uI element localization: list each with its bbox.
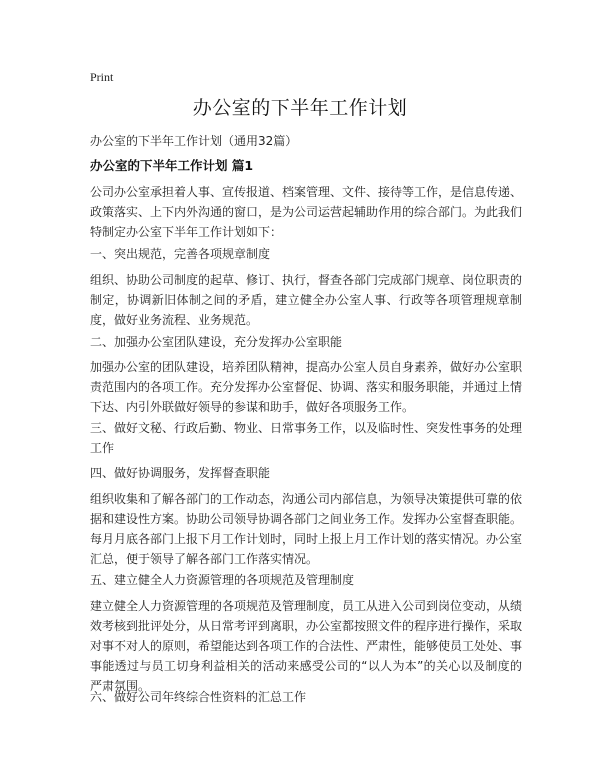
- page-title: 办公室的下半年工作计划: [192, 97, 408, 119]
- item-heading-1: 一、突出规范，完善各项规章制度: [90, 247, 271, 261]
- item-body-1: 组织、协助公司制度的起草、修订、执行，督查各部门完成部门规章、岗位职责的制定，协调新旧体制之间的矛盾，建立健全办公室人事、行政等各项管理规章制度，做好业务流程、业务规范。: [90, 273, 523, 327]
- item-heading-5: 五、建立健全人力资源管理的各项规范及管理制度: [90, 573, 355, 587]
- document-subtitle: 办公室的下半年工作计划（通用32篇）: [90, 134, 298, 148]
- item-body-2: 加强办公室的团队建设，培养团队精神，提高办公室人员自身素养，做好办公室职责范围内的各项工作。充分发挥办公室督促、协调、落实和服务职能，并通过上情下达、内引外联做好领导的参谋和助手，做好各项服务工作。: [90, 360, 523, 414]
- section-title: 办公室的下半年工作计划 篇1: [90, 158, 254, 173]
- item-heading-6: 六、做好公司年终综合性资料的汇总工作: [90, 690, 307, 704]
- item-body-5: 建立健全人力资源管理的各项规范及管理制度，员工从进入公司到岗位变动，从绩效考核到批评处分，从日常考评到离职，办公室都按照文件的程序进行操作，采取对事不对人的原则，希望能达到各项工作的合法性、严肃性，能够使员工处处、事事能透过与员工切身利益相关的活动来感受公司的“以人为本”的关心以及制度的严肃氛围。: [90, 599, 523, 693]
- item-heading-4: 四、做好协调服务，发挥督查职能: [90, 466, 271, 480]
- item-heading-3: 三、做好文秘、行政后勤、物业、日常事务工作，以及临时性、突发性事务的处理工作: [90, 421, 523, 455]
- print-label: Print: [90, 70, 114, 84]
- item-body-4: 组织收集和了解各部门的工作动态，沟通公司内部信息，为领导决策提供可靠的依据和建设性方案。协助公司领导协调各部门之间业务工作。发挥办公室督查职能。每月月底各部门上报下月工作计划时，同时上报上月工作计划的落实情况。办公室汇总，便于领导了解各部门工作落实情况。: [90, 492, 523, 566]
- item-heading-2: 二、加强办公室团队建设，充分发挥办公室职能: [90, 335, 343, 349]
- intro-paragraph: 公司办公室承担着人事、宣传报道、档案管理、文件、接待等工作，是信息传递、政策落实、上下内外沟通的窗口，是为公司运营起辅助作用的综合部门。为此我们特制定办公室下半年工作计划如下：: [90, 185, 523, 239]
